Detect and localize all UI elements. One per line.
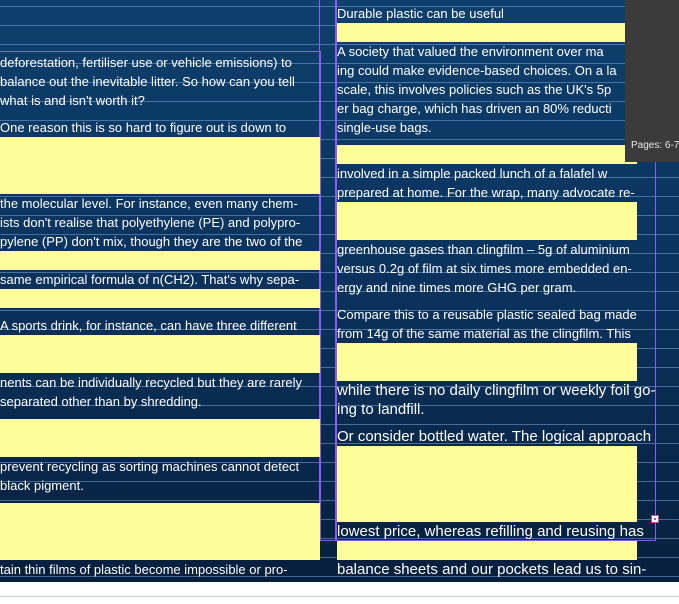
text-line: deforestation, fertiliser use or vehicle emissions) to [0, 55, 292, 70]
left-column-text[interactable] [0, 53, 320, 579]
paragraph-gap [0, 495, 320, 503]
text-line: Durable plastic can be useful [337, 6, 504, 21]
highlighted-line [337, 362, 637, 381]
text-line: same empirical formula of n(CH2). That's why sepa- [0, 272, 300, 287]
highlighted-line [0, 175, 320, 194]
highlighted-line [0, 289, 320, 308]
text-line: tain thin films of plastic become impossible or pro- [0, 562, 288, 577]
highlighted-line [337, 446, 637, 465]
text-line: One reason this is so hard to figure out is down to [0, 120, 287, 135]
highlighted-line [337, 202, 637, 221]
highlighted-line [0, 251, 320, 270]
text-line: involved in a simple packed lunch of a falafel w [337, 166, 608, 181]
pasteboard [0, 582, 679, 604]
text-line: prepared at home. For the wrap, many advocate re- [337, 185, 635, 200]
highlighted-line [337, 465, 637, 484]
text-line: scale, this involves policies such as the UK's 5p [337, 82, 612, 97]
text-line: pylene (PP) don't mix, though they are the two of the [0, 234, 303, 249]
text-line: greenhouse gases than clingfilm – 5g of aluminium [337, 242, 630, 257]
text-line: balance sheets and our pockets lead us to sin- [337, 561, 647, 578]
pages-label: Pages: 6-7 [631, 140, 679, 151]
text-line: single-use bags. [337, 120, 432, 135]
text-line: A sports drink, for instance, can have three different [0, 318, 297, 333]
highlighted-line [337, 541, 637, 560]
highlighted-line [337, 145, 637, 164]
paragraph-gap [0, 110, 320, 118]
paragraph-gap [337, 419, 637, 427]
text-line: while there is no daily clingfilm or weekly foil go- [337, 382, 656, 399]
text-line: ing to landfill. [337, 401, 425, 418]
pasteboard-guide [0, 596, 679, 597]
highlighted-line [0, 438, 320, 457]
paragraph-gap [0, 308, 320, 316]
text-line: Compare this to a reusable plastic sealed bag made [337, 307, 637, 322]
highlighted-line [337, 23, 637, 42]
highlighted-line [0, 541, 320, 560]
highlighted-line [337, 221, 637, 240]
text-line: from 14g of the same material as the clingfilm. This [337, 326, 631, 341]
text-line: versus 0.2g of film at six times more embedded en- [337, 261, 632, 276]
text-line: ing could make evidence-based choices. On a la [337, 63, 617, 78]
highlighted-line [0, 419, 320, 438]
text-line: black pigment. [0, 478, 84, 493]
paragraph-gap [0, 411, 320, 419]
column-guide [319, 0, 337, 541]
pages-panel[interactable] [625, 0, 679, 162]
highlighted-line [337, 343, 637, 362]
text-line: separated other than by shredding. [0, 394, 202, 409]
highlighted-line [0, 522, 320, 541]
highlighted-line [337, 503, 637, 522]
paragraph-gap [337, 137, 637, 145]
text-line: the molecular level. For instance, even many chem- [0, 196, 298, 211]
text-line: what is and isn't worth it? [0, 93, 145, 108]
text-line: ergy and nine times more GHG per gram. [337, 280, 577, 295]
highlighted-line [0, 137, 320, 156]
text-line: nents can be individually recycled but they are rarely [0, 375, 303, 390]
highlighted-line [337, 484, 637, 503]
highlighted-line [0, 156, 320, 175]
highlighted-line [0, 335, 320, 354]
text-line: prevent recycling as sorting machines cannot detect [0, 459, 300, 474]
text-line: lowest price, whereas refilling and reusing has [337, 523, 644, 540]
text-line: er bag charge, which has driven an 80% reducti [337, 101, 612, 116]
highlighted-line [0, 354, 320, 373]
paragraph-gap [337, 297, 637, 305]
text-line: Or consider bottled water. The logical approach [337, 428, 652, 445]
text-line: balance out the inevitable litter. So how can you tell [0, 74, 295, 89]
text-overflow-indicator[interactable] [651, 515, 659, 523]
highlighted-line [0, 503, 320, 522]
text-line: A society that valued the environment over ma [337, 44, 604, 59]
text-line: ists don't realise that polyethylene (PE) and polypro- [0, 215, 301, 230]
